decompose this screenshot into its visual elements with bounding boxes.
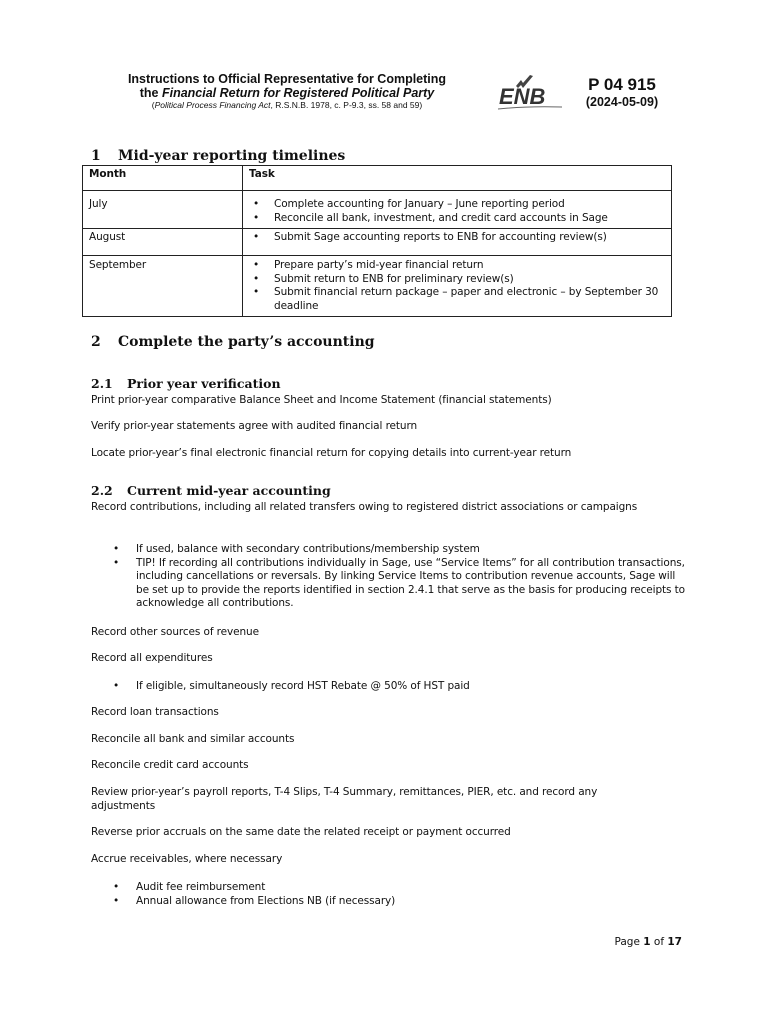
subsection-title: Prior year verification xyxy=(127,376,281,391)
task-cell xyxy=(243,229,672,256)
task-cell xyxy=(243,256,672,317)
bullet: • xyxy=(113,556,120,569)
table-row xyxy=(83,229,672,256)
task-text: Submit financial return package – paper and electronic – by September 30 deadline xyxy=(274,286,659,312)
bullet-list xyxy=(113,680,693,694)
paragraph: Record other sources of revenue xyxy=(91,626,259,638)
paragraph: Record loan transactions xyxy=(91,706,219,718)
bullet-list xyxy=(113,881,693,908)
subsection-number: 2.2 xyxy=(91,483,113,498)
document-title xyxy=(88,72,486,100)
table-row xyxy=(83,191,672,229)
subtitle-act: Political Process Financing Act xyxy=(154,100,271,110)
column-header-task: Task xyxy=(243,166,672,191)
bullet-list xyxy=(113,543,685,611)
list-item xyxy=(249,198,665,212)
bullet: • xyxy=(253,272,260,285)
subtitle-open: ( xyxy=(151,100,155,110)
subsection-2-1-heading xyxy=(91,376,281,392)
paragraph: Reverse prior accruals on the same date the related receipt or payment occurred xyxy=(91,826,511,838)
bullet: • xyxy=(113,881,120,893)
task-cell xyxy=(243,191,672,229)
list-item xyxy=(113,543,685,557)
subsection-2-2-heading xyxy=(91,483,331,499)
section-1-heading xyxy=(91,147,345,165)
list-item-text: Annual allowance from Elections NB (if necessary) xyxy=(136,894,396,907)
bullet: • xyxy=(253,259,260,271)
section-number: 1 xyxy=(91,148,101,164)
bullet: • xyxy=(113,543,120,555)
task-text: Reconcile all bank, investment, and credit card accounts in Sage xyxy=(274,211,608,224)
page-number xyxy=(560,936,682,948)
paragraph: Review prior-year’s payroll reports, T-4 Slips, T-4 Summary, remittances, PIER, etc. and record any adjustments xyxy=(91,786,598,812)
list-item xyxy=(113,557,685,611)
paragraph: Accrue receivables, where necessary xyxy=(91,853,283,865)
list-item xyxy=(113,895,693,909)
paragraph: Reconcile credit card accounts xyxy=(91,759,249,771)
month-cell: September xyxy=(83,256,243,317)
month-cell: August xyxy=(83,229,243,256)
column-header-month: Month xyxy=(83,166,243,191)
task-text: Prepare party’s mid-year financial return xyxy=(274,259,484,271)
bullet: • xyxy=(113,680,120,692)
list-item xyxy=(113,680,693,694)
section-title: Mid-year reporting timelines xyxy=(118,148,346,164)
form-number: P 04 915 xyxy=(588,75,656,94)
subsection-number: 2.1 xyxy=(91,376,113,391)
section-2-heading xyxy=(91,333,375,351)
page-label: Page xyxy=(614,936,644,948)
bullet: • xyxy=(253,231,260,243)
timeline-table xyxy=(82,165,672,317)
list-item-text: If used, balance with secondary contributions/membership system xyxy=(136,543,480,555)
paragraph: Locate prior-year’s final electronic financial return for copying details into current-year return xyxy=(91,447,572,459)
enb-logo xyxy=(496,74,564,112)
page-current: 1 xyxy=(643,936,651,948)
month-cell: July xyxy=(83,191,243,229)
bullet: • xyxy=(253,211,260,224)
paragraph: Verify prior-year statements agree with audited financial return xyxy=(91,420,418,432)
list-item xyxy=(249,231,665,245)
form-date: (2024-05-09) xyxy=(585,95,659,109)
list-item-text: If eligible, simultaneously record HST Rebate @ 50% of HST paid xyxy=(136,680,470,692)
list-item-text: Audit fee reimbursement xyxy=(136,881,266,893)
paragraph: Reconcile all bank and similar accounts xyxy=(91,733,295,745)
task-text: Complete accounting for January – June reporting period xyxy=(274,198,565,210)
paragraph: Record contributions, including all related transfers owing to registered district associations or campaigns xyxy=(91,501,638,513)
list-item xyxy=(249,273,665,287)
title-line-1: Instructions to Official Representative for Completing xyxy=(127,72,447,86)
page-of: of xyxy=(650,936,668,948)
table-row xyxy=(83,256,672,317)
list-item xyxy=(249,286,665,313)
bullet: • xyxy=(253,198,260,210)
title-line-2 xyxy=(88,86,486,100)
bullet: • xyxy=(253,286,260,298)
list-item-text: TIP! If recording all contributions individually in Sage, use “Service Items” for all contribution transactions, including cancellations or reversals. By linking Service Items to contribution revenue accounts, Sage will be set up to provide the reports identified in section 2.4.1 that serve as the basis for producing receipts to acknowledge all contributions. xyxy=(136,556,685,609)
section-title: Complete the party’s accounting xyxy=(118,334,375,350)
page-total: 17 xyxy=(667,936,682,948)
subsection-title: Current mid-year accounting xyxy=(127,483,331,498)
paragraph: Print prior-year comparative Balance Sheet and Income Statement (financial statements) xyxy=(91,394,552,406)
title-line-2-prefix: the xyxy=(139,86,162,100)
list-item xyxy=(249,212,665,226)
task-text: Submit Sage accounting reports to ENB for accounting review(s) xyxy=(274,231,607,243)
section-number: 2 xyxy=(91,334,101,350)
bullet: • xyxy=(113,894,120,907)
table-header-row xyxy=(83,166,672,191)
list-item xyxy=(249,259,665,273)
logo-text: ENB xyxy=(499,84,546,109)
title-line-2-italic: Financial Return for Registered Political Party xyxy=(161,86,435,100)
paragraph: Record all expenditures xyxy=(91,652,213,664)
subtitle-citation: , R.S.N.B. 1978, c. P-9.3, ss. 58 and 59) xyxy=(270,100,423,110)
document-subtitle xyxy=(88,100,486,110)
task-text: Submit return to ENB for preliminary review(s) xyxy=(274,272,514,285)
list-item xyxy=(113,881,693,895)
